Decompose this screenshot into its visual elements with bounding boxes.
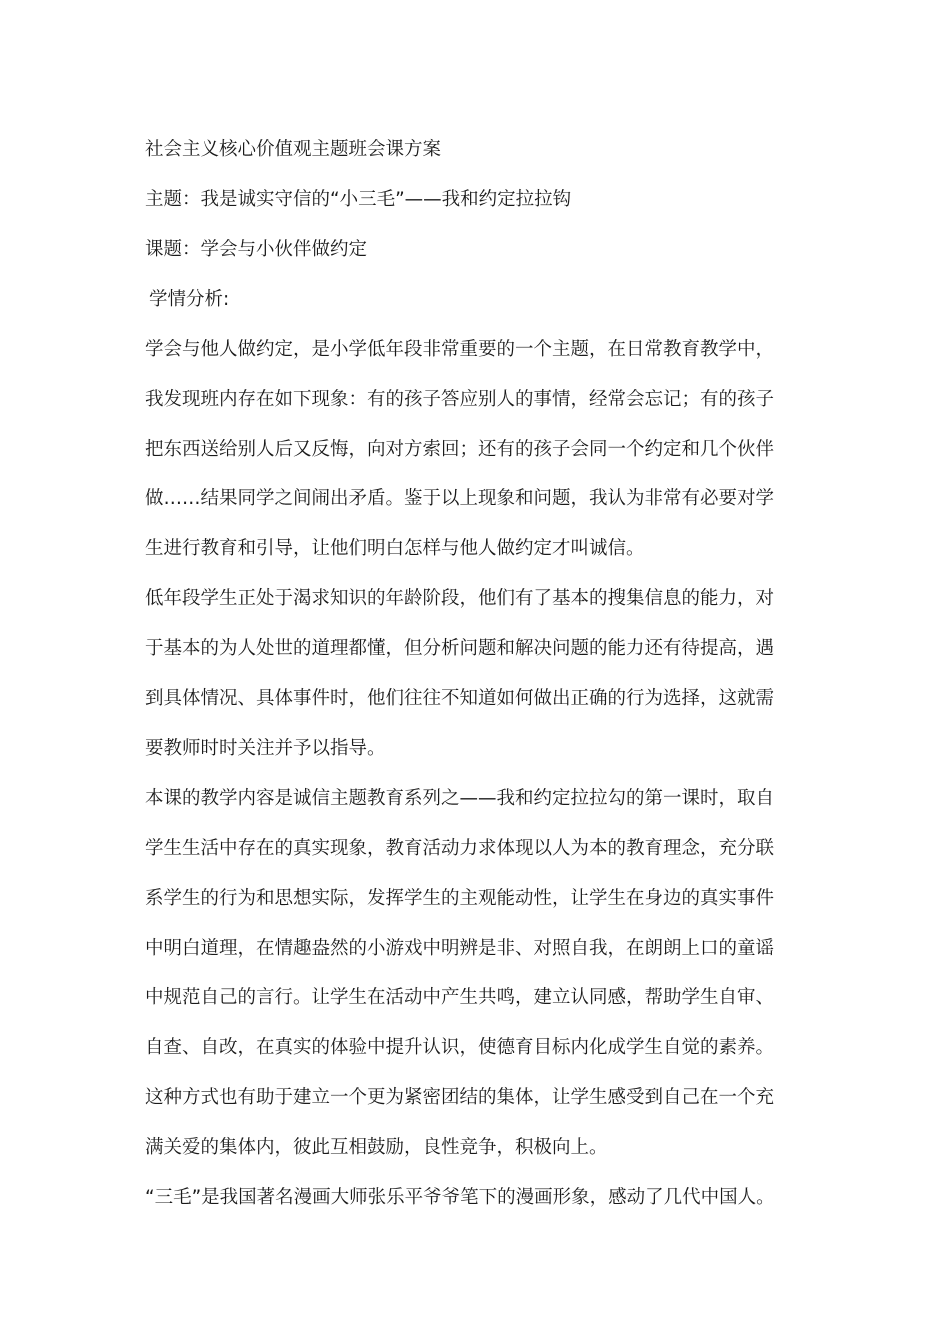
paragraph-line: 本课的教学内容是诚信主题教育系列之——我和约定拉拉勾的第一课时，取自 [145,788,775,809]
paragraph-line: 于基本的为人处世的道理都懂，但分析问题和解决问题的能力还有待提高，遇 [145,638,775,659]
topic-line: 课题：学会与小伙伴做约定 [145,239,368,260]
paragraph-line: 中规范自己的言行。让学生在活动中产生共鸣，建立认同感，帮助学生自审、 [145,987,775,1008]
paragraph-line: “三毛”是我国著名漫画大师张乐平爷爷笔下的漫画形象，感动了几代中国人。 [145,1187,775,1208]
analysis-heading: 学情分析: [149,289,230,310]
paragraph-line: 这种方式也有助于建立一个更为紧密团结的集体，让学生感受到自己在一个充 [145,1087,775,1108]
paragraph-line: 我发现班内存在如下现象：有的孩子答应别人的事情，经常会忘记；有的孩子 [145,389,775,410]
paragraph-line: 满关爱的集体内，彼此互相鼓励，良性竞争，积极向上。 [145,1137,608,1158]
document-title: 社会主义核心价值观主题班会课方案 [145,139,442,160]
paragraph-line: 低年段学生正处于渴求知识的年龄阶段，他们有了基本的搜集信息的能力，对 [145,588,775,609]
paragraph-line: 生进行教育和引导，让他们明白怎样与他人做约定才叫诚信。 [145,538,645,559]
paragraph-line: 到具体情况、具体事件时，他们往往不知道如何做出正确的行为选择，这就需 [145,688,775,709]
paragraph-line: 做……结果同学之间闹出矛盾。鉴于以上现象和问题，我认为非常有必要对学 [145,488,775,509]
paragraph-line: 把东西送给别人后又反悔，向对方索回；还有的孩子会同一个约定和几个伙伴 [145,439,775,460]
paragraph-line: 学会与他人做约定，是小学低年段非常重要的一个主题，在日常教育教学中， [145,339,775,360]
paragraph-line: 要教师时时关注并予以指导。 [145,738,386,759]
theme-line: 主题：我是诚实守信的“小三毛”——我和约定拉拉钩 [145,189,572,210]
paragraph-line: 中明白道理，在情趣盎然的小游戏中明辨是非、对照自我，在朗朗上口的童谣 [145,938,775,959]
paragraph-line: 自查、自改，在真实的体验中提升认识，使德育目标内化成学生自觉的素养。 [145,1037,775,1058]
paragraph-line: 学生生活中存在的真实现象，教育活动力求体现以人为本的教育理念，充分联 [145,838,775,859]
paragraph-line: 系学生的行为和思想实际，发挥学生的主观能动性，让学生在身边的真实事件 [145,888,775,909]
